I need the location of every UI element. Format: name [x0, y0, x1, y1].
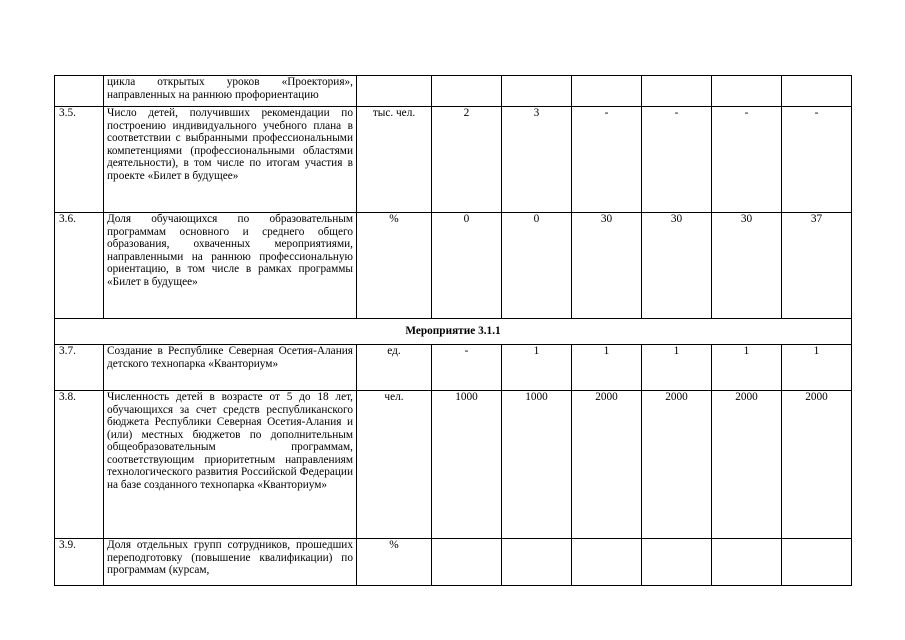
- value-cell: 30: [642, 213, 712, 319]
- table-row: [55, 391, 852, 539]
- value-cell: -: [432, 345, 502, 391]
- section-title: Мероприятие 3.1.1: [55, 319, 852, 345]
- value-cell: [642, 76, 712, 107]
- value-cell: 1: [712, 345, 782, 391]
- value-cell: 1000: [432, 391, 502, 539]
- indicator-name: цикла открытых уроков «Проектория», направленных на раннюю профориентацию: [104, 76, 357, 107]
- value-cell: 0: [502, 213, 572, 319]
- indicators-table: [54, 75, 852, 586]
- table-row: [55, 345, 852, 391]
- value-cell: 1000: [502, 391, 572, 539]
- value-cell: [432, 539, 502, 586]
- value-cell: -: [572, 107, 642, 213]
- unit-cell: [357, 76, 432, 107]
- unit-cell: ед.: [357, 345, 432, 391]
- indicator-name: Доля обучающихся по образовательным программам основного и среднего общего образования, охваченных мероприятиями, направленными на раннюю профессиональную ориентацию, в том числе в рамках программы «Билет в будущее»: [104, 213, 357, 319]
- value-cell: -: [712, 107, 782, 213]
- table-row: [55, 213, 852, 319]
- unit-cell: %: [357, 539, 432, 586]
- value-cell: 1: [502, 345, 572, 391]
- value-cell: 1: [642, 345, 712, 391]
- value-cell: [782, 76, 852, 107]
- value-cell: 2000: [572, 391, 642, 539]
- value-cell: -: [782, 107, 852, 213]
- section-row: [55, 319, 852, 345]
- value-cell: 2: [432, 107, 502, 213]
- row-number: 3.9.: [55, 539, 104, 586]
- table-row: [55, 539, 852, 586]
- value-cell: [432, 76, 502, 107]
- value-cell: [642, 539, 712, 586]
- value-cell: 30: [572, 213, 642, 319]
- indicator-name: Численность детей в возрасте от 5 до 18 лет, обучающихся за счет средств республиканского бюджета Республики Северная Осетия-Алания и (или) местных бюджетов по дополнительным общеобразовательным программам, соответствующим приоритетным направлениям технологического развития Российской Федерации на базе созданного технопарка «Кванториум»: [104, 391, 357, 539]
- value-cell: 0: [432, 213, 502, 319]
- value-cell: 37: [782, 213, 852, 319]
- value-cell: [712, 539, 782, 586]
- indicator-name: Число детей, получивших рекомендации по построению индивидуального учебного плана в соответствии с выбранными профессиональными компетенциями (профессиональными областями деятельности), в том числе по итогам участия в проекте «Билет в будущее»: [104, 107, 357, 213]
- value-cell: [782, 539, 852, 586]
- row-number: 3.7.: [55, 345, 104, 391]
- value-cell: 3: [502, 107, 572, 213]
- value-cell: -: [642, 107, 712, 213]
- indicator-name: Доля отдельных групп сотрудников, прошедших переподготовку (повышение квалификации) по программам (курсам,: [104, 539, 357, 586]
- value-cell: [572, 539, 642, 586]
- value-cell: [572, 76, 642, 107]
- value-cell: 30: [712, 213, 782, 319]
- table-row: [55, 107, 852, 213]
- table-row: [55, 76, 852, 107]
- indicator-name: Создание в Республике Северная Осетия-Алания детского технопарка «Кванториум»: [104, 345, 357, 391]
- value-cell: 1: [782, 345, 852, 391]
- value-cell: [712, 76, 782, 107]
- row-number: [55, 76, 104, 107]
- value-cell: 2000: [782, 391, 852, 539]
- value-cell: 2000: [642, 391, 712, 539]
- row-number: 3.8.: [55, 391, 104, 539]
- value-cell: [502, 539, 572, 586]
- row-number: 3.6.: [55, 213, 104, 319]
- row-number: 3.5.: [55, 107, 104, 213]
- value-cell: [502, 76, 572, 107]
- unit-cell: %: [357, 213, 432, 319]
- value-cell: 2000: [712, 391, 782, 539]
- unit-cell: чел.: [357, 391, 432, 539]
- value-cell: 1: [572, 345, 642, 391]
- unit-cell: тыс. чел.: [357, 107, 432, 213]
